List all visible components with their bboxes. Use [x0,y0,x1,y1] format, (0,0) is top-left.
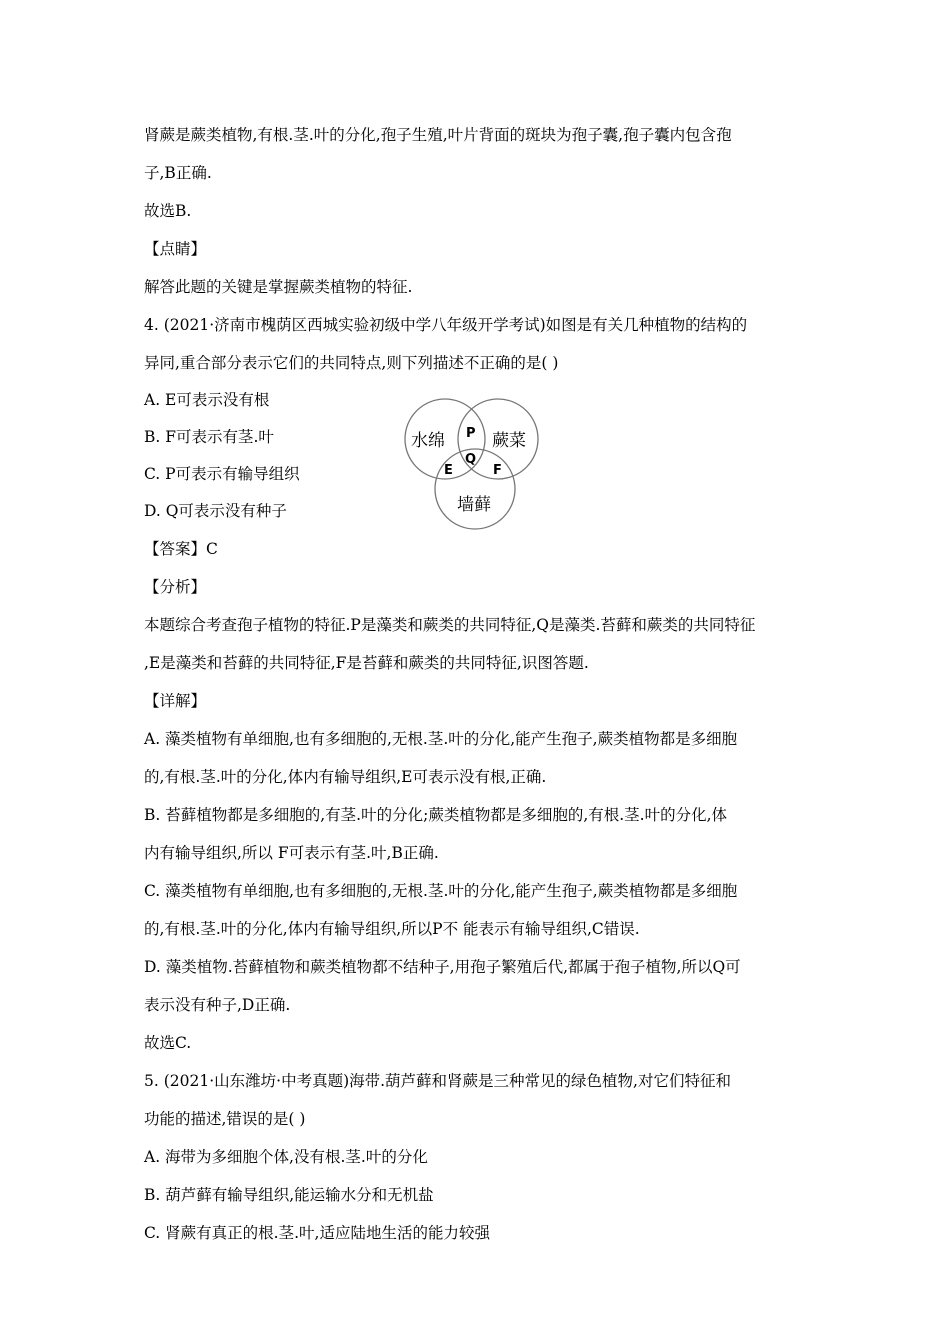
region-e: E [444,463,453,478]
option-d: D. Q可表示没有种子 [144,502,287,520]
option-b: B. F可表示有茎.叶 [144,428,274,446]
text-line: 肾蕨是蕨类植物,有根.茎.叶的分化,孢子生殖,叶片背面的斑块为孢子囊,孢子囊内包含孢 [144,126,732,144]
venn-diagram [400,392,545,532]
section-heading: 【详解】 [144,692,207,710]
option-a: A. E可表示没有根 [144,391,270,409]
text-line: A. 藻类植物有单细胞,也有多细胞的,无根.茎.叶的分化,能产生孢子,蕨类植物都是多细胞 [144,730,738,748]
label-shuimian: 水绵 [411,431,445,451]
option-c: C. P可表示有输导组织 [144,465,300,483]
section-heading: 【点睛】 [144,240,207,258]
option-b: B. 葫芦藓有输导组织,能运输水分和无机盐 [144,1186,434,1204]
question-5-stem: 5. (2021·山东潍坊·中考真题)海带.葫芦藓和肾蕨是三种常见的绿色植物,对它们特征和 [144,1072,731,1090]
text-line: 的,有根.茎.叶的分化,体内有输导组织,所以P不 能表示有输导组织,C错误. [144,920,640,938]
text-line: 内有输导组织,所以 F可表示有茎.叶,B正确. [144,844,439,862]
question-4-stem: 4. (2021·济南市槐荫区西城实验初级中学八年级开学考试)如图是有关几种植物的结构的 [144,316,748,334]
text-line: 的,有根.茎.叶的分化,体内有输导组织,E可表示没有根,正确. [144,768,547,786]
answer-line: 【答案】C [144,540,218,558]
text-line: ,E是藻类和苔藓的共同特征,F是苔藓和蕨类的共同特征,识图答题. [144,654,589,672]
text-line: B. 苔藓植物都是多细胞的,有茎.叶的分化;蕨类植物都是多细胞的,有根.茎.叶的分化,体 [144,806,728,824]
region-p: P [466,426,476,441]
text-line: 子,B正确. [144,164,212,182]
question-5-stem: 功能的描述,错误的是( ) [144,1110,306,1128]
label-qiangxian: 墙藓 [457,495,491,515]
region-f: F [493,463,502,478]
question-4-stem: 异同,重合部分表示它们的共同特点,则下列描述不正确的是( ) [144,354,559,372]
option-a: A. 海带为多细胞个体,没有根.茎.叶的分化 [144,1148,428,1166]
text-line: 表示没有种子,D正确. [144,996,291,1014]
option-c: C. 肾蕨有真正的根.茎.叶,适应陆地生活的能力较强 [144,1224,490,1242]
text-line: D. 藻类植物.苔藓植物和蕨类植物都不结种子,用孢子繁殖后代,都属于孢子植物,所以Q可 [144,958,741,976]
text-line: C. 藻类植物有单细胞,也有多细胞的,无根.茎.叶的分化,能产生孢子,蕨类植物都是多细胞 [144,882,738,900]
label-juecai: 蕨菜 [492,431,526,451]
text-line: 故选B. [144,202,192,220]
text-line: 解答此题的关键是掌握蕨类植物的特征. [144,278,413,296]
section-heading: 【分析】 [144,578,207,596]
region-q: Q [465,452,477,467]
text-line: 故选C. [144,1034,192,1052]
text-line: 本题综合考查孢子植物的特征.P是藻类和蕨类的共同特征,Q是藻类.苔藓和蕨类的共同特征 [144,616,756,634]
